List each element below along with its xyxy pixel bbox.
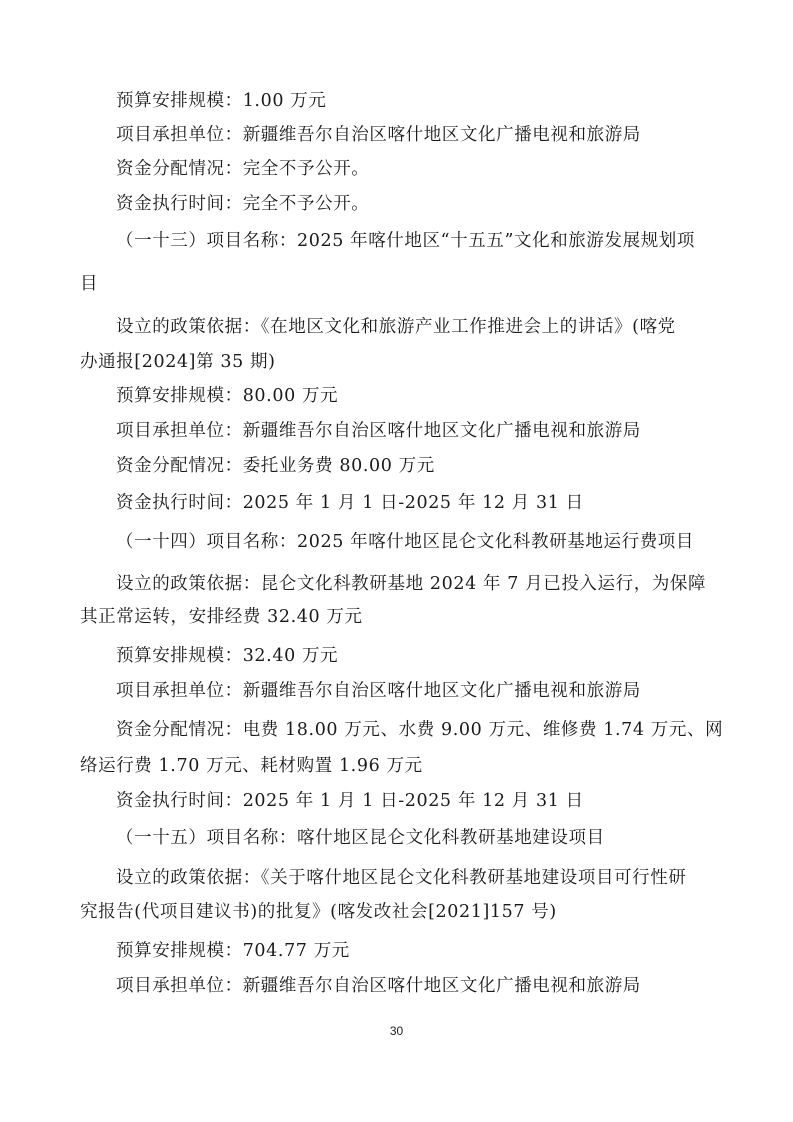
text-line: 项目承担单位：新疆维吾尔自治区喀什地区文化广播电视和旅游局 xyxy=(116,421,641,441)
text-line: 预算安排规模：1.00 万元 xyxy=(116,91,327,111)
text-line: 资金执行时间：完全不予公开。 xyxy=(116,194,370,214)
text-line: 设立的政策依据：《关于喀什地区昆仑文化科教研基地建设项目可行性研 xyxy=(116,868,687,888)
text-line: 究报告(代项目建议书)的批复》(喀发改社会[2021]157 号) xyxy=(80,902,557,922)
text-line: 预算安排规模：32.40 万元 xyxy=(116,646,339,666)
text-line: （一十三）项目名称：2025 年喀什地区“十五五”文化和旅游发展规划项 xyxy=(116,231,695,251)
text-line: （一十五）项目名称：喀什地区昆仑文化科教研基地建设项目 xyxy=(116,828,605,848)
text-line: 资金执行时间：2025 年 1 月 1 日-2025 年 12 月 31 日 xyxy=(116,791,584,811)
text-line: 设立的政策依据：《在地区文化和旅游产业工作推进会上的讲话》(喀党 xyxy=(116,317,676,337)
text-line: 项目承担单位：新疆维吾尔自治区喀什地区文化广播电视和旅游局 xyxy=(116,976,641,996)
text-line: 项目承担单位：新疆维吾尔自治区喀什地区文化广播电视和旅游局 xyxy=(116,125,641,145)
text-line: 预算安排规模：704.77 万元 xyxy=(116,941,350,961)
text-line: 资金分配情况：电费 18.00 万元、水费 9.00 万元、维修费 1.74 万元、网 xyxy=(116,720,724,740)
page-number: 30 xyxy=(389,1024,404,1038)
text-line: 办通报[2024]第 35 期) xyxy=(80,352,276,372)
text-line: （一十四）项目名称：2025 年喀什地区昆仑文化科教研基地运行费项目 xyxy=(116,532,694,552)
text-line: 资金执行时间：2025 年 1 月 1 日-2025 年 12 月 31 日 xyxy=(116,493,584,513)
text-line: 资金分配情况：完全不予公开。 xyxy=(116,159,370,179)
text-line: 资金分配情况：委托业务费 80.00 万元 xyxy=(116,456,435,476)
text-line: 其正常运转，安排经费 32.40 万元 xyxy=(80,607,363,627)
text-line: 络运行费 1.70 万元、耗材购置 1.96 万元 xyxy=(80,756,423,776)
text-line: 预算安排规模：80.00 万元 xyxy=(116,386,339,406)
text-line: 目 xyxy=(80,274,99,294)
text-line: 设立的政策依据：昆仑文化科教研基地 2024 年 7 月已投入运行，为保障 xyxy=(116,574,707,594)
text-line: 项目承担单位：新疆维吾尔自治区喀什地区文化广播电视和旅游局 xyxy=(116,681,641,701)
